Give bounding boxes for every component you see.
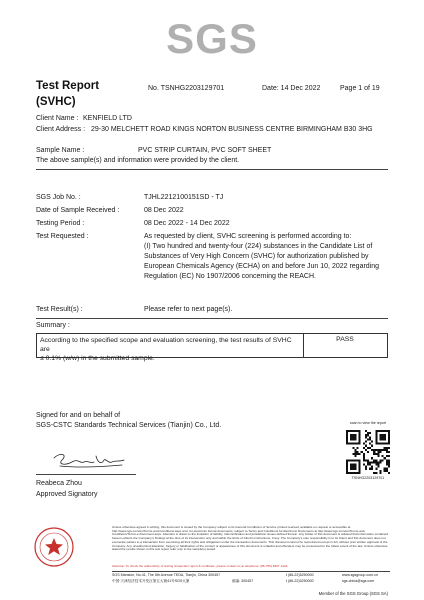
- test-results-label: Test Result(s) :: [36, 306, 83, 313]
- handwritten-signature: [50, 450, 128, 472]
- sample-note: The above sample(s) and information were provided by the client.: [36, 157, 240, 164]
- signed-line-1: Signed for and on behalf of: [36, 412, 121, 419]
- client-name-label: Client Name :: [36, 115, 79, 122]
- report-number: No. TSNHG2203129701: [148, 85, 225, 92]
- report-subtitle: (SVHC): [36, 96, 76, 108]
- qr-caption-bottom: TSNHG2203129701: [351, 476, 385, 480]
- summary-text-line: According to the specified scope and evaluation screening, the test results of SVHC are: [40, 337, 292, 353]
- divider-summary: [36, 318, 388, 319]
- signature-line: [36, 474, 136, 475]
- test-requested-label: Test Requested :: [36, 233, 89, 240]
- footer-phone: t (86-22)5250000: [286, 573, 314, 577]
- test-requested-line: European Chemicals Agency (ECHA) on and before Jun 10, 2022 regarding: [144, 263, 380, 270]
- test-requested-line: (I) Two hundred and twenty-four (224) substances in the Candidate List of: [144, 243, 373, 250]
- report-title: Test Report: [36, 80, 100, 92]
- footer-phone-2: t (86-22)5250000: [286, 579, 314, 583]
- job-number-label: SGS Job No. :: [36, 194, 81, 201]
- test-results-value: Please refer to next page(s).: [144, 306, 233, 313]
- summary-label: Summary :: [36, 322, 70, 329]
- signed-line-2: SGS-CSTC Standards Technical Services (Tianjin) Co., Ltd.: [36, 422, 222, 429]
- date-received-value: 08 Dec 2022: [144, 207, 184, 214]
- summary-text-line: ≤ 0.1% (w/w) in the submitted sample.: [40, 355, 155, 362]
- footer-address-en: SGS Mansion, No.41, The 5th Avenue TEDA, Tianjin, China 300457: [112, 573, 221, 577]
- footer-website-link[interactable]: www.sgsgroup.com.cn: [342, 573, 378, 577]
- qr-caption-top: scan to view the report: [349, 421, 387, 425]
- signatory-name: Reabeca Zhou: [36, 480, 82, 487]
- legal-disclaimer: Unless otherwise agreed in writing, this document is issued by the Company subject to its General Conditions of Service printed overleaf, available on request or accessible at http://www.sgs.com/en/Terms-and-Conditions.aspx and, for electronic format documents, subject to Terms and Conditions for Electronic Documents at http://www.sgs.com/en/Terms-and-Conditions/Terms-e-Document.aspx. Attention is drawn to the limitation of liability, indemnification and jurisdiction issues defined therein. Any holder of this document is advised that information contained hereon reflects the Company's findings at the time of its intervention only and within the limits of Client's instructions, if any. The Company's sole responsibility is to its Client and this document does not exonerate parties to a transaction from exercising all their rights and obligations under the transaction documents. This document cannot be reproduced except in full, without prior written approval of the Company. Any unauthorized alteration, forgery or falsification of the content or appearance of this document is unlawful and offenders may be prosecuted to the fullest extent of the law. Unless otherwise stated the results shown in this test report refer only to the sample(s) tested.: [112, 525, 389, 552]
- client-name-value: KENFIELD LTD: [83, 115, 132, 122]
- job-number-value: TJHL2212100151SD - TJ: [144, 194, 224, 201]
- qr-code-icon[interactable]: [346, 430, 390, 474]
- authenticity-notice: Attention: To check the authenticity of testing /inspection report & certificate, please contact us at telephone: (86-755) 8307 1443,: [112, 564, 289, 568]
- sample-name-value: PVC STRIP CURTAIN, PVC SOFT SHEET: [138, 147, 272, 154]
- footer-postcode: 邮编: 300457: [232, 579, 254, 583]
- client-address-label: Client Address :: [36, 126, 86, 133]
- testing-period-label: Testing Period :: [36, 220, 85, 227]
- test-requested-line: Substances of Very High Concern (SVHC) for authorization published by: [144, 253, 369, 260]
- summary-table: [36, 333, 388, 362]
- testing-period-value: 08 Dec 2022 - 14 Dec 2022: [144, 220, 230, 227]
- divider-top: [36, 169, 388, 170]
- sgs-logo: SGS: [166, 15, 258, 62]
- client-address-value: 29-30 MELCHETT ROAD KINGS NORTON BUSINESS CENTRE BIRMINGHAM B30 3HG: [91, 126, 373, 133]
- footer-address-cn: 中国·天津经济技术开发区第五大街41号SGS大厦: [112, 579, 190, 583]
- sample-name-label: Sample Name :: [36, 147, 85, 154]
- footer-email-link[interactable]: sgs.china@sgs.com: [342, 579, 375, 583]
- summary-text: [40, 336, 300, 363]
- page-number: Page 1 of 19: [340, 85, 380, 92]
- test-requested-line: Regulation (EC) No 1907/2006 concerning the REACH.: [144, 273, 316, 280]
- summary-result: PASS: [336, 336, 354, 343]
- test-requested-line: As requested by client, SVHC screening is performed according to:: [144, 233, 352, 240]
- signatory-role: Approved Signatory: [36, 491, 98, 498]
- sgs-group-member: Member of the SGS Group (SGS SA): [318, 591, 388, 596]
- inspection-stamp-icon: [32, 525, 76, 569]
- date-received-label: Date of Sample Received :: [36, 207, 120, 214]
- footer-divider: [112, 571, 390, 572]
- report-date: Date: 14 Dec 2022: [262, 85, 321, 92]
